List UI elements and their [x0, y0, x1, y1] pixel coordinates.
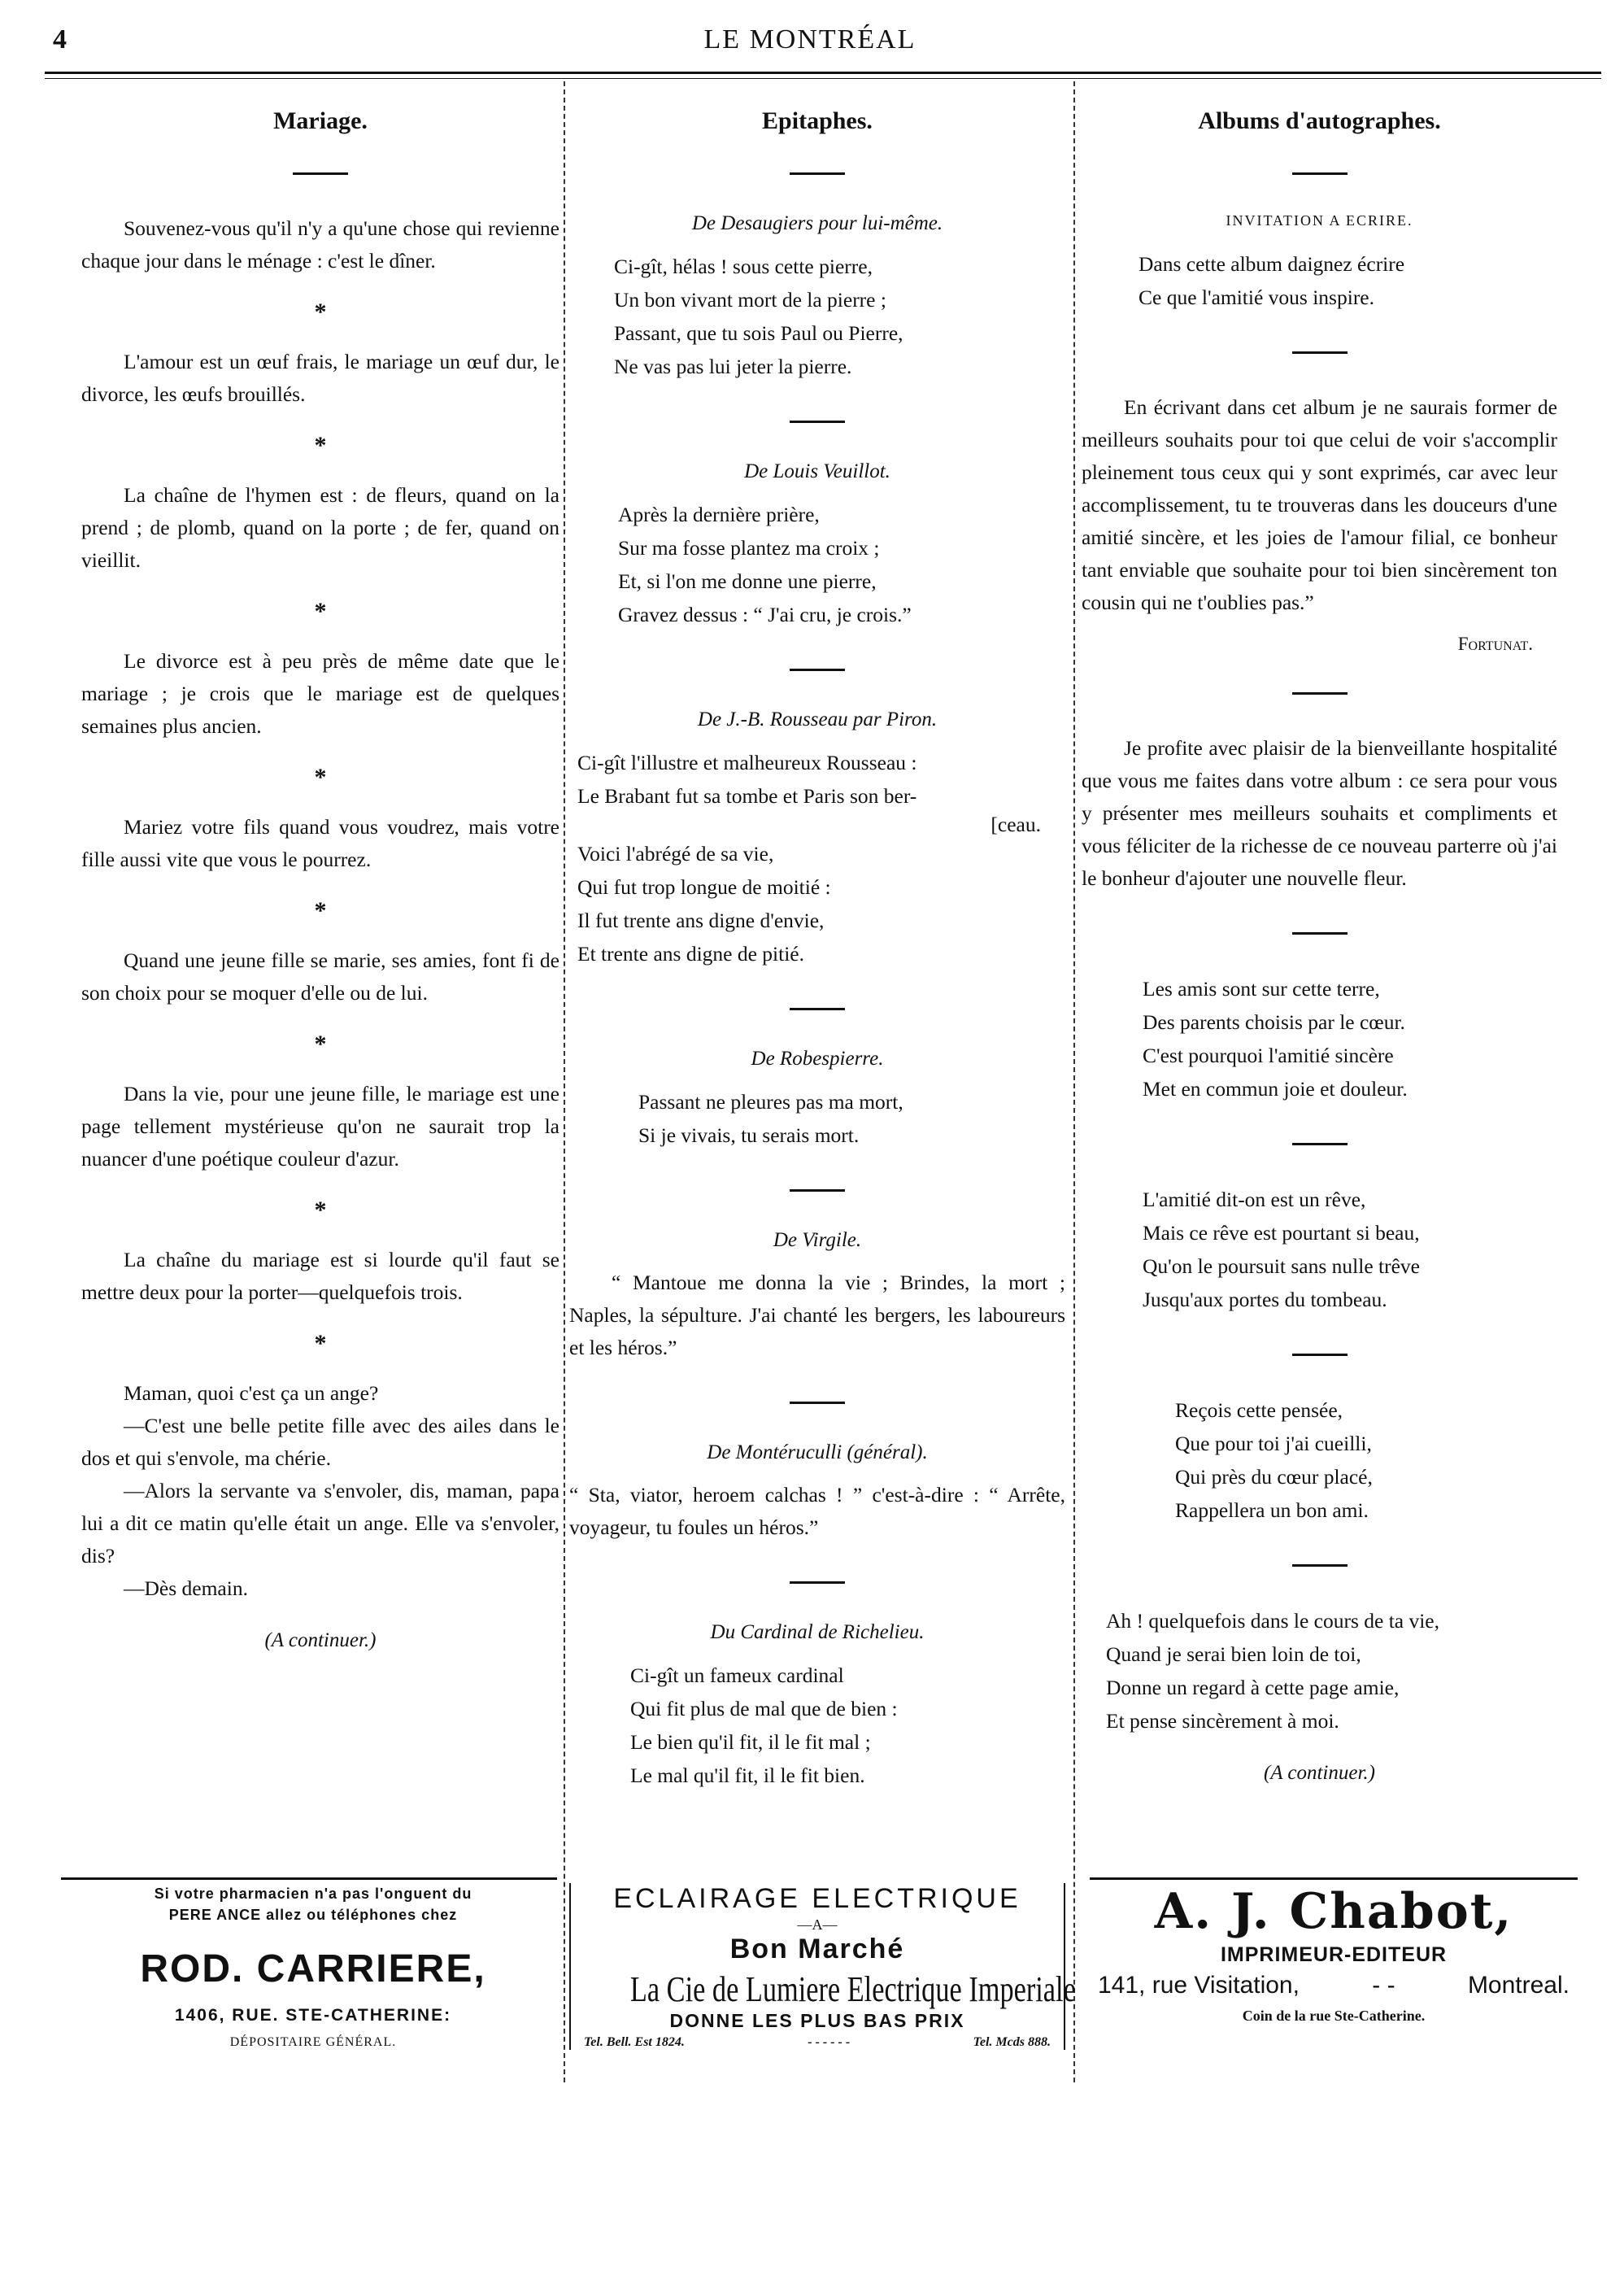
ad-phones: [577, 2035, 1057, 2050]
verse-line: Reçois cette pensée,: [1175, 1398, 1343, 1422]
ad-address-dash: - -: [1372, 1972, 1395, 1999]
verse-line: Le bien qu'il fit, il le fit mal ;: [630, 1730, 871, 1754]
asterisk-separator: *: [314, 1197, 327, 1223]
ad-text: IMPRIMEUR-EDITEUR: [1220, 1943, 1448, 1966]
verse-line: Ci-gît l'illustre et malheureux Rousseau :: [577, 751, 917, 774]
ad-address: 1406, RUE. STE-CATHERINE:: [174, 2006, 452, 2025]
paragraph: Souvenez-vous qu'il n'y a qu'une chose qui revienne chaque jour dans le ménage : c'est le dîner.: [81, 216, 559, 273]
epitaph-heading: Du Cardinal de Richelieu.: [710, 1621, 925, 1643]
section-rule: [790, 421, 845, 423]
paragraph: —Alors la servante va s'envoler, dis, maman, papa lui a dit ce matin qu'elle était un ange. Elle va s'envoler, dis?: [81, 1479, 559, 1567]
newspaper-title: LE MONTRÉAL: [703, 24, 916, 55]
invitation-heading: INVITATION A ECRIRE.: [1226, 212, 1413, 229]
verse-line: Ah ! quelquefois dans le cours de ta vie,: [1106, 1609, 1440, 1633]
section-rule: [790, 172, 845, 175]
to-be-continued: (A continuer.): [264, 1629, 377, 1651]
epitaph-prose: “ Sta, viator, heroem calchas ! ” c'est-à-dire : “ Arrête, voyageur, tu foules un héros.”: [569, 1483, 1065, 1539]
ad-rule: [1090, 1877, 1578, 1880]
section-rule: [293, 172, 348, 175]
album-verse: [1106, 1604, 1557, 1738]
paragraph: Maman, quoi c'est ça un ange?: [124, 1381, 379, 1405]
column-albums: [1082, 98, 1557, 1785]
verse-line: L'amitié dit-on est un rêve,: [1143, 1188, 1366, 1211]
verse-line: Sur ma fosse plantez ma croix ;: [618, 536, 880, 560]
epitaph-verse: [630, 1659, 1065, 1792]
verse-line: Que pour toi j'ai cueilli,: [1175, 1432, 1372, 1455]
verse-line: Les amis sont sur cette terre,: [1143, 977, 1380, 1001]
verse-line: Et pense sincèrement à moi.: [1106, 1709, 1339, 1733]
ad-dots: - - - - - -: [808, 2035, 851, 2049]
section-rule: [1292, 1564, 1348, 1567]
section-rule: [1292, 172, 1348, 175]
ad-address: [1090, 1972, 1578, 1999]
paragraph: L'amour est un œuf frais, le mariage un œuf dur, le divorce, les œufs brouillés.: [81, 350, 559, 406]
verse-line: Passant ne pleures pas ma mort,: [638, 1090, 903, 1114]
paragraph: La chaîne de l'hymen est : de fleurs, quand on la prend ; de plomb, quand on la porte ; de fer, quand on vieillit.: [81, 483, 559, 572]
ad-text: Coin de la rue Ste-Catherine.: [1242, 2008, 1426, 2024]
ad-text: DÉPOSITAIRE GÉNÉRAL.: [229, 2035, 397, 2049]
paragraph: —Dès demain.: [124, 1576, 248, 1600]
verse-line: Met en commun joie et douleur.: [1143, 1077, 1408, 1101]
verse-line: Si je vivais, tu serais mort.: [638, 1123, 860, 1147]
page-header: [45, 18, 1575, 68]
asterisk-separator: *: [314, 1031, 327, 1057]
ad-address-street: 141, rue Visitation,: [1098, 1972, 1300, 1999]
ad-text: —A—: [797, 1916, 838, 1933]
verse-line: Et trente ans digne de pitié.: [577, 942, 804, 966]
epitaph-verse: [614, 250, 1065, 383]
verse-line: Ce que l'amitié vous inspire.: [1139, 286, 1375, 309]
ad-company: La Cie de Lumiere Electrique Imperiale: [629, 1969, 1076, 2009]
epitaph-heading: De Louis Veuillot.: [744, 460, 890, 482]
epitaph-heading: De Montéruculli (général).: [707, 1441, 928, 1463]
ad-address-city: Montreal.: [1467, 1972, 1570, 1999]
verse-line: Un bon vivant mort de la pierre ;: [614, 288, 886, 312]
column-divider-2: [1073, 81, 1075, 2082]
column-divider-1: [564, 81, 565, 2082]
verse-line: Après la dernière prière,: [618, 503, 820, 526]
verse-line: Ne vas pas lui jeter la pierre.: [614, 355, 852, 378]
album-verse: [1139, 247, 1557, 314]
verse-line: Mais ce rêve est pourtant si beau,: [1143, 1221, 1420, 1245]
signature: Fortunat.: [1457, 634, 1533, 654]
section-rule: [790, 1581, 845, 1584]
verse-line: Donne un regard à cette page amie,: [1106, 1676, 1400, 1699]
verse-line: Des parents choisis par le cœur.: [1143, 1010, 1405, 1034]
ad-name: Bon Marché: [729, 1934, 905, 1964]
verse-line: Ci-gît un fameux cardinal: [630, 1663, 844, 1687]
epitaph-verse: [577, 746, 1065, 970]
verse-line: Il fut trente ans digne d'envie,: [577, 909, 825, 932]
epitaph-verse: [638, 1085, 1065, 1152]
ad-phone: Tel. Mcds 888.: [973, 2035, 1051, 2049]
verse-line: Qu'on le poursuit sans nulle trêve: [1143, 1254, 1420, 1278]
epitaph-heading: De Desaugiers pour lui-même.: [691, 212, 943, 234]
section-rule: [1292, 1143, 1348, 1145]
ad-heading: ECLAIRAGE ELECTRIQUE: [613, 1883, 1021, 1914]
asterisk-separator: *: [314, 432, 327, 459]
ad-name: ROD. CARRIERE,: [140, 1947, 486, 1990]
verse-line: Qui fut trop longue de moitié :: [577, 875, 831, 899]
verse-line: [ceau.: [991, 813, 1041, 836]
ad-carriere: [65, 1883, 561, 2050]
asterisk-separator: *: [314, 764, 327, 791]
ad-text: DONNE LES PLUS BAS PRIX: [669, 2010, 965, 2031]
verse-line: Passant, que tu sois Paul ou Pierre,: [614, 321, 903, 345]
asterisk-separator: *: [314, 1330, 327, 1357]
asterisk-separator: *: [314, 299, 327, 325]
ad-text: PERE ANCE allez ou téléphones chez: [168, 1907, 458, 1923]
paragraph: Je profite avec plaisir de la bienveillante hospitalité que vous me faites dans votre album : ce sera pour vous y présenter mes meilleurs souhaits et compliments et vous féliciter de la richesse de ce nouveau parterre où j'ai le bonheur d'ajouter une nouvelle fleur.: [1082, 736, 1557, 890]
paragraph: Dans la vie, pour une jeune fille, le mariage est une page tellement mystérieuse qu'on ne saurait trop la nuancer d'une poétique couleur d'azur.: [81, 1082, 559, 1171]
section-rule: [790, 1402, 845, 1404]
paragraph: Mariez votre fils quand vous voudrez, mais votre fille aussi vite que vous le pourrez.: [81, 815, 559, 871]
section-title: Albums d'autographes.: [1198, 107, 1441, 134]
paragraph: Quand une jeune fille se marie, ses amies, font fi de son choix pour se moquer d'elle ou de lui.: [81, 948, 559, 1005]
verse-line: Rappellera un bon ami.: [1175, 1498, 1369, 1522]
section-rule: [1292, 351, 1348, 354]
verse-line: Le Brabant fut sa tombe et Paris son ber-: [577, 784, 917, 808]
column-mariage: [81, 98, 559, 1652]
paragraph: Le divorce est à peu près de même date que le mariage ; je crois que le mariage est de quelques semaines plus ancien.: [81, 649, 559, 738]
paragraph: La chaîne du mariage est si lourde qu'il faut se mettre deux pour la porter—quelquefois trois.: [81, 1248, 559, 1304]
column-epitaphes: [569, 98, 1065, 1792]
section-rule: [790, 669, 845, 671]
verse-line: Gravez dessus : “ J'ai cru, je crois.”: [618, 603, 912, 626]
epitaph-heading: De J.-B. Rousseau par Piron.: [697, 709, 938, 730]
verse-line: Qui fit plus de mal que de bien :: [630, 1697, 898, 1720]
ad-text: Si votre pharmacien n'a pas l'onguent du: [154, 1886, 472, 1902]
album-verse: [1175, 1393, 1557, 1527]
section-rule: [1292, 1354, 1348, 1356]
epitaph-verse: [618, 498, 1065, 631]
verse-line: Ci-gît, hélas ! sous cette pierre,: [614, 255, 873, 278]
album-verse: [1143, 1183, 1557, 1316]
section-title: Mariage.: [273, 107, 368, 134]
section-rule: [1292, 692, 1348, 695]
page-number: 4: [53, 24, 67, 55]
album-verse: [1143, 972, 1557, 1105]
epitaph-heading: De Virgile.: [773, 1229, 862, 1251]
paragraph: En écrivant dans cet album je ne saurais former de meilleurs souhaits pour toi que celui de voir s'accomplir pleinement tous ceux qui y sont exprimés, car avec leur accomplissement, tu te trouveras dans les douceurs d'une amitié sincère, et les joies de l'amour filial, ce bonheur tant enviable que souhaite pour toi bien sincèrement ton cousin qui ne t'oublies pas.”: [1082, 395, 1557, 614]
ad-frame: [569, 1883, 1076, 2050]
epitaph-heading: De Robespierre.: [751, 1048, 884, 1070]
section-rule: [790, 1189, 845, 1192]
verse-line: Dans cette album daignez écrire: [1139, 252, 1405, 276]
epitaph-prose: “ Mantoue me donna la vie ; Brindes, la mort ; Naples, la sépulture. J'ai chanté les bergers, les laboureurs et les héros.”: [569, 1271, 1065, 1359]
header-rule: [45, 72, 1601, 74]
header-rule-thin: [45, 78, 1601, 79]
verse-line: C'est pourquoi l'amitié sincère: [1143, 1044, 1394, 1067]
asterisk-separator: *: [314, 598, 327, 625]
ad-chabot: [1090, 1883, 1578, 2025]
section-title: Epitaphes.: [762, 107, 873, 134]
verse-line: Et, si l'on me donne une pierre,: [618, 569, 877, 593]
verse-line: Voici l'abrégé de sa vie,: [577, 842, 774, 865]
section-rule: [1292, 932, 1348, 935]
verse-line: Jusqu'aux portes du tombeau.: [1143, 1288, 1387, 1311]
ad-eclairage: [569, 1883, 1076, 2050]
verse-line: Quand je serai bien loin de toi,: [1106, 1642, 1361, 1666]
to-be-continued: (A continuer.): [1263, 1762, 1375, 1784]
paragraph: —C'est une belle petite fille avec des ailes dans le dos et qui s'envole, ma chérie.: [81, 1414, 559, 1470]
ad-name: A. J. Chabot,: [1154, 1883, 1513, 1940]
ad-rule: [61, 1877, 557, 1880]
verse-line: Qui près du cœur placé,: [1175, 1465, 1373, 1489]
section-rule: [790, 1008, 845, 1010]
ad-phone: Tel. Bell. Est 1824.: [584, 2035, 685, 2049]
asterisk-separator: *: [314, 897, 327, 924]
verse-line: Le mal qu'il fit, il le fit bien.: [630, 1764, 865, 1787]
